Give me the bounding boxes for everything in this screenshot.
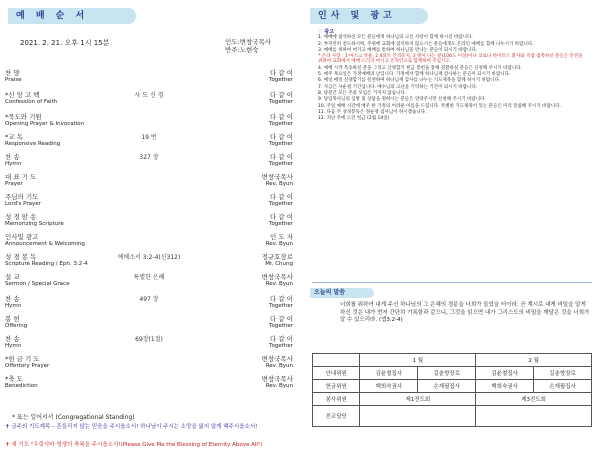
- worship-item-leader-english: Together: [269, 141, 293, 147]
- worship-item-leader: 다 같 이: [270, 335, 293, 343]
- notice-item: 5. 매주 목요일은 가정예배의 날입니다. 가정에서 함께 하나님께 감사하는 분들이 되시기 바랍니다.: [318, 72, 511, 78]
- worship-item-label: *신 앙 고 백: [5, 91, 40, 99]
- worship-item-leader: 다 같 이: [270, 113, 293, 121]
- worship-item-english: Confession of Faith: [5, 99, 58, 105]
- worship-item-leader: 다 같 이: [270, 193, 293, 201]
- worship-item: [5, 70, 293, 85]
- worship-item-english: Hymn: [5, 343, 22, 349]
- worship-item-detail: 사 도 신 경: [134, 92, 164, 99]
- worship-item: [5, 134, 293, 149]
- notice-item: 9. 당임목사님의 심방 및 상담을 원하시는 분들은 연락주시면 신청해 주시기 바랍니다.: [318, 97, 486, 103]
- announcements-title: 인사 및 광고: [310, 8, 428, 24]
- worship-item-english: Offertory Prayer: [5, 363, 50, 369]
- worship-item-label: 찬 송: [5, 335, 20, 343]
- table-header-row: [313, 354, 592, 367]
- worship-item: [5, 356, 293, 371]
- worship-item-detail: 19 번: [141, 134, 157, 141]
- worship-item-leader: 다 같 이: [270, 315, 293, 323]
- worship-item: [5, 376, 293, 391]
- worship-item-leader: 다 같 이: [270, 295, 293, 303]
- worship-item: [5, 154, 293, 169]
- worship-item-label: 설 교: [5, 273, 20, 281]
- worship-item-english: Opening Prayer & Invocation: [5, 121, 85, 127]
- worship-item: [5, 274, 293, 289]
- worship-item-detail: 특별한 은혜: [133, 274, 165, 281]
- worship-item-detail: 에베소서 3:2-4(신312): [117, 254, 181, 261]
- worship-item: [5, 92, 293, 107]
- worship-item: [5, 174, 293, 189]
- notice-item: 4. 예배 시작 특송하실 분을 그리고 산양합기 헌금 봉헌을 통해 전환하실 분들은 신청해 주시기 바랍니다.: [318, 65, 522, 71]
- worship-item-leader: 변창국목사: [261, 273, 293, 281]
- worship-item-leader: 다 같 이: [270, 133, 293, 141]
- worship-item-english: Hymn: [5, 161, 22, 167]
- worship-item-label: *교 독: [5, 133, 23, 141]
- table-cell: [360, 406, 476, 427]
- worship-item-leader-english: Together: [269, 221, 293, 227]
- notice-items: [318, 35, 588, 121]
- worship-item-label: 주님의 기도: [5, 193, 39, 201]
- notice-item: * 온라 사랑 : 1 마스크 착용, 2 4피트 간격유지, 3 열이 나는 분(100도 이상)이나 코로나 바이러스 환자와 직접 접촉하신 분들은 안전을 위하여 교회에서 예배 드리지 마시고 온라인으로 함께하여 주십시오.: [318, 54, 583, 65]
- worship-item: [5, 316, 293, 331]
- worship-item-leader-english: Rev. Byun: [265, 363, 293, 369]
- notice-item: 7. 자금은 사순절 기간입니다. 예수님의 고난을 기억하는 기간이 되시기 바랍니다.: [318, 84, 478, 90]
- worship-item-label: *헌 금 기 도: [5, 355, 40, 363]
- verse-title: 오늘의 말씀: [310, 288, 374, 298]
- table-cell: 김윤철집사: [476, 367, 534, 380]
- worship-item-leader: 인 도 자: [270, 233, 293, 241]
- table-cell: 길춘향장로: [534, 367, 592, 380]
- table-cell: 제1전도회: [360, 393, 476, 406]
- worship-item-english: Responsive Reading: [5, 141, 61, 147]
- worship-item-label: 봉 헌: [5, 315, 20, 323]
- notice-item: 11. 다음 주 성경봉독은 정순영 집사님이 하시겠습니다.: [318, 109, 427, 115]
- worship-item-leader: 다 같 이: [270, 91, 293, 99]
- worship-order-title: 예 배 순 서: [8, 8, 136, 24]
- worship-date: 2021. 2. 21. 오후 1시 15분: [20, 39, 110, 47]
- officiant-info: [225, 38, 271, 54]
- table-header-cell: [313, 354, 360, 367]
- notice-item: 6. 매일 매일 신양합기를 실천하며 하나님께 감사를 나누는 기도제목을 함께 하시기 바랍니다.: [318, 78, 501, 84]
- worship-item-leader-english: Mr. Chung: [265, 261, 293, 267]
- worship-item-leader-english: Together: [269, 303, 293, 309]
- worship-item-leader: 정규호장로: [261, 253, 293, 261]
- table-row: [313, 393, 592, 406]
- prayer-topic: ✝ 금주의 기도제목 – 흔들리지 않는 믿음을 주시옵소서! 하나님이 주시는 소망을 잃지 않게 해주시옵소서!: [5, 424, 258, 430]
- worship-item-english: Praise: [5, 77, 22, 83]
- table-cell: 헌금위원: [313, 380, 360, 393]
- worship-item-english: Memorizing Scripture: [5, 221, 64, 227]
- table-cell: [476, 406, 592, 427]
- worship-item-english: Lord's Prayer: [5, 201, 41, 207]
- worship-item-english: Benediction: [5, 383, 38, 389]
- worship-item-label: 찬 송: [5, 153, 20, 161]
- worship-item: [5, 114, 293, 129]
- worship-item: [5, 194, 293, 209]
- notice-item: 2. 부지런히 전도하시며, 주위에 교회에 참석하지 않으시는 분들에게도 온라인 예배를 함께 나누시기 바랍니다.: [318, 41, 534, 47]
- worship-item-detail: 497 장: [139, 296, 159, 303]
- worship-item: [5, 336, 293, 351]
- worship-item-detail: 327 장: [139, 154, 159, 161]
- notice-item: 8. 당분간 모든 주중 모임은 가지지 않습니다.: [318, 90, 407, 96]
- worship-item-leader: 다 같 이: [270, 69, 293, 77]
- worship-item-english: Announcement & Welcoming: [5, 241, 85, 247]
- worship-item: [5, 254, 293, 269]
- table-cell: 친교담당: [313, 406, 360, 427]
- worship-item-label: 성 경 봉 독: [5, 253, 37, 261]
- worship-item-leader-english: Rev. Byun: [265, 281, 293, 287]
- divider: [312, 282, 592, 283]
- new-prayer: ✝ 새 기도 "우릿샤마 영생의 축복을 주시옵소서!(Please Give Me the Blessing of Eternity Above All!): [5, 442, 263, 448]
- worship-item-leader-english: Together: [269, 323, 293, 329]
- table-cell: 손재필집사: [418, 380, 476, 393]
- notice-item: 3. 예배를 위하여 여기고 예배를 통하여 하나님을 만나는 분들이 되시기 바랍니다.: [318, 47, 478, 53]
- worship-item-label: *축 도: [5, 375, 23, 383]
- worship-item-leader: 변창국목사: [261, 375, 293, 383]
- worship-item-leader: 변창국목사: [261, 355, 293, 363]
- worship-item: [5, 296, 293, 311]
- worship-item-label: 인사및 광고: [5, 233, 39, 241]
- worship-item-leader-english: Rev. Byun: [265, 241, 293, 247]
- worship-item-leader-english: Together: [269, 121, 293, 127]
- officiant-accompanist: 반주:노현숙: [225, 46, 259, 54]
- worship-item-leader-english: Together: [269, 99, 293, 105]
- worship-item-leader-english: Together: [269, 161, 293, 167]
- notice-item: 10. 주일 예배 시간에 매주 한 가정의 어려운 이름을 드립니다. 특별한 기도제목이 있는 분들은 미리 말씀해 주시기 바랍니다.: [318, 103, 561, 109]
- announcements-panel: [300, 0, 600, 464]
- worship-item-label: 성 경 암 송: [5, 213, 37, 221]
- standing-note: * 표는 일어서서 (Congregational Standing): [12, 414, 135, 421]
- worship-item-leader: 다 같 이: [270, 213, 293, 221]
- worship-item-leader-english: Together: [269, 201, 293, 207]
- worship-item-english: Offering: [5, 323, 28, 329]
- worship-item-leader: 변창국목사: [261, 173, 293, 181]
- worship-item-label: 찬 양: [5, 69, 20, 77]
- worship-item-label: *묵도와 기원: [5, 113, 42, 121]
- worship-item-leader-english: Rev. Byun: [265, 181, 293, 187]
- worship-item-leader: 다 같 이: [270, 153, 293, 161]
- table-cell: 백희숙권사: [476, 380, 534, 393]
- table-row: [313, 367, 592, 380]
- table-header-cell: 1 월: [360, 354, 476, 367]
- worship-item: [5, 214, 293, 229]
- worship-item-leader-english: Rev. Byun: [265, 383, 293, 389]
- notice-list: [318, 30, 588, 122]
- worship-item-label: 찬 송: [5, 295, 20, 303]
- table-cell: 손재필집사: [534, 380, 592, 393]
- table-row: [313, 406, 592, 427]
- table-cell: 제3전도회: [476, 393, 592, 406]
- worship-item: [5, 234, 293, 249]
- table-row: [313, 380, 592, 393]
- worship-item-english: Hymn: [5, 303, 22, 309]
- worship-item-label: 대 표 기 도: [5, 173, 37, 181]
- worship-item-detail: 69장(1절): [135, 336, 163, 343]
- worship-item-leader-english: Together: [269, 77, 293, 83]
- notice-item: 1. 예배에 참석하신 모든 분들에게 하나님의 크신 사랑이 함께 하시길 바랍니다.: [318, 35, 473, 41]
- verse-text: 너희를 위하여 내게 주신 하나님의 그 은혜의 경륜을 너희가 들었을 터이라. 곧 계시로 내게 비밀을 알게 하신 것은 내가 먼저 간단히 기록함과 같으니, 그것을 읽으면 내가 그리스도의 비밀을 깨달은 것을 너희가 알 수 있으리라. (엡3:2-4): [340, 302, 590, 323]
- worship-item-english: Scripture Reading / Eph. 3:2-4: [5, 261, 88, 267]
- notice-header: ♡ 광고: [318, 29, 334, 35]
- table-header-cell: 2 월: [476, 354, 592, 367]
- table-cell: 길춘향장로: [418, 367, 476, 380]
- table-cell: 봉사위원: [313, 393, 360, 406]
- table-cell: 안내위원: [313, 367, 360, 380]
- officiant-leader: 인도:변창국목사: [225, 38, 272, 46]
- service-table: [312, 353, 592, 427]
- worship-item-english: Sermon / Special Grace: [5, 281, 70, 287]
- notice-item: 12. 지난 주에 드린 헌금 (2월 14일): [318, 116, 390, 122]
- worship-item-english: Prayer: [5, 181, 23, 187]
- table-cell: 김윤철집사: [360, 367, 418, 380]
- worship-item-leader-english: Together: [269, 343, 293, 349]
- table-cell: 백희숙권사: [360, 380, 418, 393]
